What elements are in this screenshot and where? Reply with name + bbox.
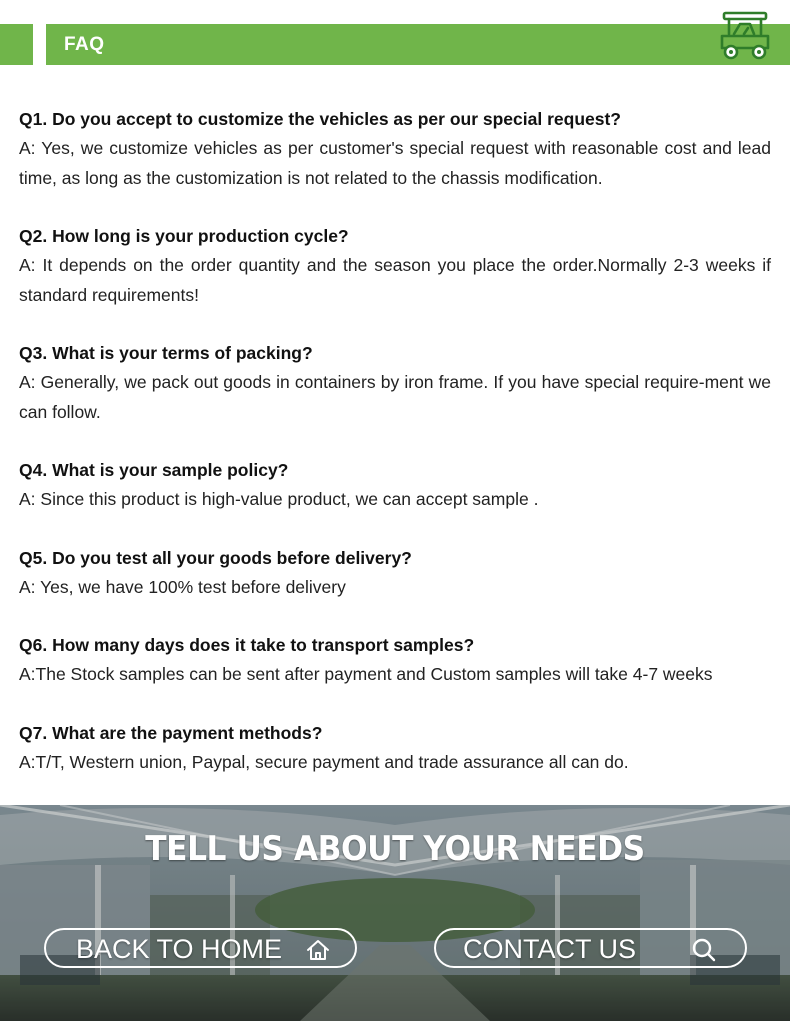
contact-us-label: CONTACT US [463, 934, 637, 964]
faq-question: Q2. How long is your production cycle? [19, 226, 349, 246]
faq-answer: A: It depends on the order quantity and the season you place the order.Normally 2-3 weeks if standard requirements! [19, 255, 771, 305]
faq-question: Q1. Do you accept to customize the vehicles as per our special request? [19, 109, 621, 129]
banner-title: TELL US ABOUT YOUR NEEDS [145, 829, 645, 869]
faq-answer: A: Yes, we customize vehicles as per customer's special request with reasonable cost and lead time, as long as the customization is not related to the chassis modification. [19, 138, 771, 188]
faq-item [19, 105, 771, 193]
faq-question: Q5. Do you test all your goods before delivery? [19, 547, 412, 568]
faq-answer: A:T/T, Western union, Paypal, secure payment and trade assurance all can do. [19, 751, 629, 772]
faq-list [19, 105, 771, 806]
contact-us-button[interactable] [434, 928, 747, 968]
back-to-home-label: BACK TO HOME [76, 934, 283, 964]
faq-item [19, 222, 771, 310]
header-bar [46, 24, 790, 65]
golf-cart-icon [718, 10, 772, 62]
faq-question: Q7. What are the payment methods? [19, 722, 323, 743]
home-icon [304, 936, 332, 964]
faq-question: Q4. What is your sample policy? [19, 460, 289, 480]
faq-item [19, 339, 771, 427]
faq-answer: A: Yes, we have 100% test before delivery [19, 576, 346, 597]
faq-title: FAQ [64, 34, 105, 55]
faq-item [19, 456, 771, 515]
faq-question: Q3. What is your terms of packing? [19, 343, 313, 363]
faq-header [0, 24, 790, 66]
back-to-home-button[interactable] [44, 928, 357, 968]
faq-item [19, 544, 771, 603]
faq-answer: A: Since this product is high-value product, we can accept sample . [19, 489, 539, 509]
faq-answer: A:The Stock samples can be sent after payment and Custom samples will take 4-7 weeks [19, 664, 713, 684]
contact-banner [0, 805, 790, 1021]
header-accent-stub [0, 24, 33, 65]
faq-question: Q6. How many days does it take to transport samples? [19, 635, 475, 655]
faq-answer: A: Generally, we pack out goods in containers by iron frame. If you have special require-ment we can follow. [19, 372, 771, 422]
search-icon [690, 936, 718, 964]
faq-item [19, 631, 771, 690]
faq-item [19, 719, 771, 778]
